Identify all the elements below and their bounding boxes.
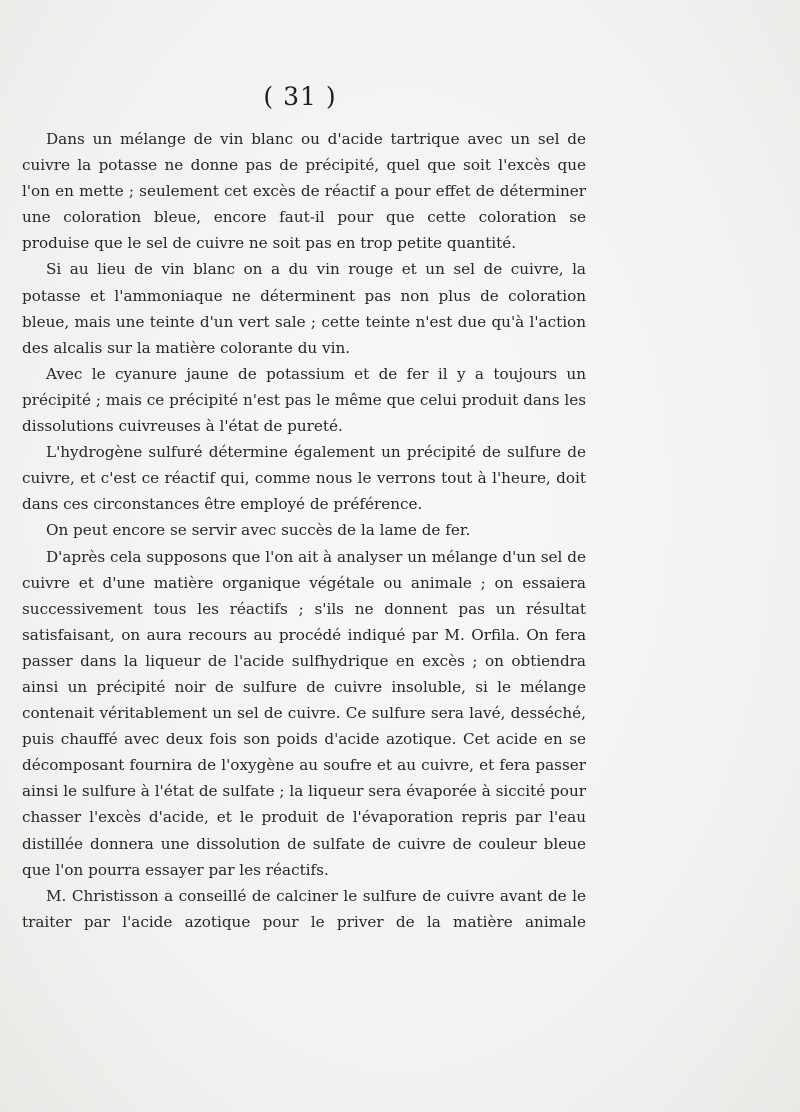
page-number: ( 31 ): [263, 82, 337, 111]
paragraph-7: M. Christisson a conseillé de calciner le sulfure de cuivre avant de le traiter par l'acide azotique pour le priver de la matière animale: [22, 886, 586, 931]
paragraph-4: L'hydrogène sulfuré détermine également un précipité de sulfure de cuivre, et c'est ce réactif qui, comme nous le verrons tout à l'heure, doit dans ces circonstances être employé de préférence.: [22, 443, 586, 514]
paragraph-6: D'après cela supposons que l'on ait à analyser un mélange d'un sel de cuivre et d'une matière organique végétale ou animale ; on essaiera successivement tous les réactifs ; s'ils ne donnent pas un résultat satisfaisant, on aura recours au procédé indiqué par M. Orfila. On fera passer dans la liqueur de l'acide sulfhydrique en excès ; on obtiendra ainsi un précipité noir de sulfure de cuivre insoluble, si le mélange contenait véritablement un sel de cuivre. Ce sulfure sera lavé, desséché, puis chauffé avec deux fois son poids d'acide azotique. Cet acide en se décomposant fournira de l'oxygène au soufre et au cuivre, et fera passer ainsi le sulfure à l'état de sulfate ; la liqueur sera évaporée à siccité pour chasser l'excès d'acide, et le produit de l'évaporation repris par l'eau distillée donnera une dissolution de sulfate de cuivre de couleur bleue que l'on pourra essayer par les réactifs.: [22, 547, 586, 879]
paragraph-1: Dans un mélange de vin blanc ou d'acide tartrique avec un sel de cuivre la potasse ne donne pas de précipité, quel que soit l'excès que l'on en mette ; seulement cet excès de réactif a pour effet de déterminer une coloration bleue, encore faut-il pour que cette coloration se produise que le sel de cuivre ne soit pas en trop petite quantité.: [22, 130, 586, 253]
paragraph-2: Si au lieu de vin blanc on a du vin rouge et un sel de cuivre, la potasse et l'ammoniaque ne déterminent pas non plus de coloration bleue, mais une teinte d'un vert sale ; cette teinte n'est due qu'à l'action des alcalis sur la matière colorante du vin.: [22, 260, 586, 357]
body-text: [22, 126, 586, 935]
paragraph-5: On peut encore se servir avec succès de la lame de fer.: [46, 521, 471, 540]
paragraph-3: Avec le cyanure jaune de potassium et de fer il y a toujours un précipité ; mais ce précipité n'est pas le même que celui produit dans les dissolutions cuivreuses à l'état de pureté.: [22, 364, 586, 436]
